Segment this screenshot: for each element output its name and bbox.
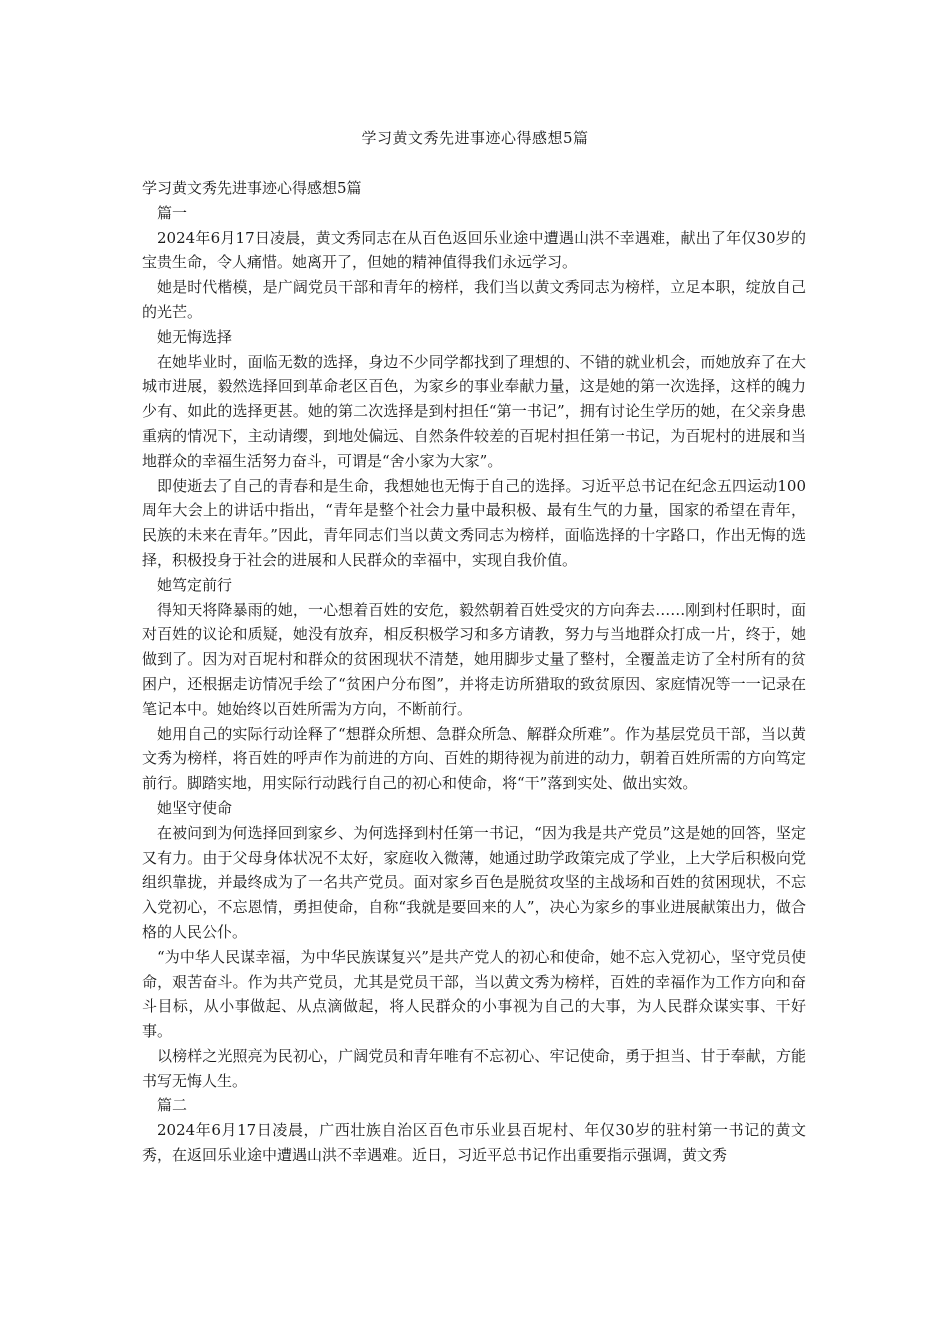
paragraph: 她用自己的实际行动诠释了“想群众所想、急群众所急、解群众所难”。作为基层党员干部，当以黄文秀为榜样，将百姓的呼声作为前进的方向、百姓的期待视为前进的动力，朝着百姓所需的方向笃定前行。脚踏实地，用实际行动践行自己的初心和使命，将“干”落到实处、做出实效。 <box>142 724 806 793</box>
inner-title: 学习黄文秀先进事迹心得感想5篇 <box>142 179 362 197</box>
section-label-1: 篇一 <box>157 203 188 222</box>
document-title: 学习黄文秀先进事迹心得感想5篇 <box>361 129 589 147</box>
paragraph: 即使逝去了自己的青春和是生命，我想她也无悔于自己的选择。习近平总书记在纪念五四运动100周年大会上的讲话中指出，“青年是整个社会力量中最积极、最有生气的力量，国家的希望在青年，民族的未来在青年。”因此，青年同志们当以黄文秀同志为榜样，面临选择的十字路口，作出无悔的选择，积极投身于社会的进展和人民群众的幸福中，实现自我价值。 <box>142 476 806 569</box>
section-label-2: 篇二 <box>157 1096 188 1115</box>
paragraph: 她是时代楷模，是广阔党员干部和青年的榜样，我们当以黄文秀同志为榜样，立足本职，绽放自己的光芒。 <box>142 278 806 321</box>
subheading-1: 她无悔选择 <box>157 327 233 346</box>
paragraph: “为中华人民谋幸福，为中华民族谋复兴”是共产党人的初心和使命，她不忘入党初心，坚守党员使命，艰苦奋斗。作为共产党员，尤其是党员干部，当以黄文秀为榜样，百姓的幸福作为工作方向和奋斗目标，从小事做起、从点滴做起，将人民群众的小事视为自己的大事，为人民群众谋实事、干好事。 <box>142 947 806 1041</box>
paragraph: 在她毕业时，面临无数的选择，身边不少同学都找到了理想的、不错的就业机会，而她放弃了在大城市进展，毅然选择回到革命老区百色，为家乡的事业奉献力量，这是她的第一次选择，这样的魄力少有、如此的选择更甚。她的第二次选择是到村担任“第一书记”，拥有讨论生学历的她，在父亲身患重病的情况下，主动请缨，到地处偏远、自然条件较差的百坭村担任第一书记，为百坭村的进展和当地群众的幸福生活努力奋斗，可谓是“舍小家为大家”。 <box>142 352 806 470</box>
document-body <box>142 176 806 1168</box>
subheading-2: 她笃定前行 <box>157 575 233 594</box>
paragraph: 得知天将降暴雨的她，一心想着百姓的安危，毅然朝着百姓受灾的方向奔去……刚到村任职时，面对百姓的议论和质疑，她没有放弃，相反积极学习和多方请教，努力与当地群众打成一片，终于，她做到了。因为对百坭村和群众的贫困现状不清楚，她用脚步丈量了整村，全覆盖走访了全村所有的贫困户，还根据走访情况手绘了“贫困户分布图”，并将走访所猎取的致贫原因、家庭情况等一一记录在笔记本中。她始终以百姓所需为方向，不断前行。 <box>142 600 806 718</box>
subheading-3: 她坚守使命 <box>157 798 233 817</box>
paragraph: 在被问到为何选择回到家乡、为何选择到村任第一书记，“因为我是共产党员”这是她的回答，坚定又有力。由于父母身体状况不太好，家庭收入微薄，她通过助学政策完成了学业，上大学后积极向党组织靠拢，并最终成为了一名共产党员。面对家乡百色是脱贫攻坚的主战场和百姓的贫困现状，不忘入党初心，不忘恩情，勇担使命，自称“我就是要回来的人”，决心为家乡的事业进展献策出力，做合格的人民公仆。 <box>142 823 806 941</box>
paragraph: 2024年6月17日凌晨，黄文秀同志在从百色返回乐业途中遭遇山洪不幸遇难，献出了年仅30岁的宝贵生命，令人痛惜。她离开了，但她的精神值得我们永远学习。 <box>142 228 806 272</box>
paragraph: 以榜样之光照亮为民初心，广阔党员和青年唯有不忘初心、牢记使命，勇于担当、甘于奉献，方能书写无悔人生。 <box>142 1046 806 1090</box>
paragraph: 2024年6月17日凌晨，广西壮族自治区百色市乐业县百坭村、年仅30岁的驻村第一书记的黄文秀，在返回乐业途中遭遇山洪不幸遇难。近日，习近平总书记作出重要指示强调，黄文秀 <box>142 1121 806 1165</box>
